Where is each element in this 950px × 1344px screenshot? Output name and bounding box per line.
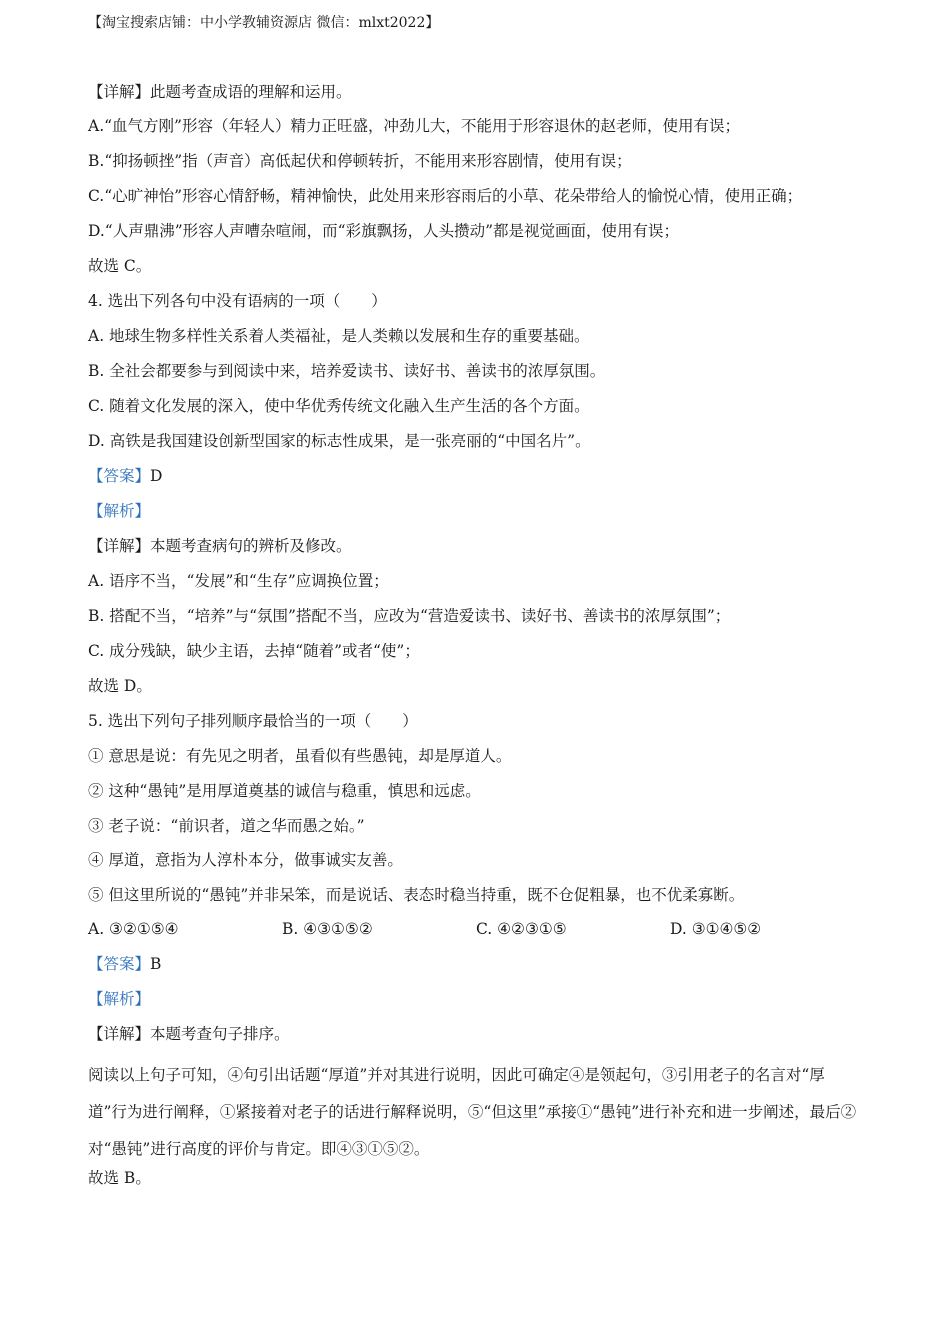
q5-sentence-1: ① 意思是说：有先见之明者，虽看似有些愚钝，却是厚道人。 bbox=[88, 747, 512, 765]
q3-detail-heading: 【详解】此题考查成语的理解和运用。 bbox=[88, 83, 352, 101]
q5-explanation: 阅读以上句子可知，④句引出话题“厚道”并对其进行说明，因此可确定④是领起句，③引用老子的名言对“厚道”行为进行阐释，①紧接着对老子的话进行解释说明，⑤“但这里”承接①“愚钝”进行补充和进一步阐述，最后②对“愚钝”进行高度的评价与肯定。即④③①⑤②。 bbox=[88, 1066, 857, 1158]
q5-option-a: A. ③②①⑤④ bbox=[88, 920, 179, 938]
q4-option-c: C. 随着文化发展的深入，使中华优秀传统文化融入生产生活的各个方面。 bbox=[88, 397, 590, 415]
q5-sentence-4: ④ 厚道，意指为人淳朴本分，做事诚实友善。 bbox=[88, 851, 403, 869]
answer-tag: 【答案】 bbox=[88, 467, 151, 485]
q4-answer-value: D bbox=[150, 467, 163, 485]
q3-explain-c: C.“心旷神怡”形容心情舒畅，精神愉快，此处用来形容雨后的小草、花朵带给人的愉悦心情，使用正确； bbox=[88, 187, 803, 205]
q4-stem: 4. 选出下列各句中没有语病的一项（ ） bbox=[88, 292, 387, 310]
q5-option-b: B. ④③①⑤② bbox=[282, 920, 373, 938]
q5-analysis-tag: 【解析】 bbox=[88, 990, 151, 1008]
q5-sentence-2: ② 这种“愚钝”是用厚道奠基的诚信与稳重，慎思和远虑。 bbox=[88, 782, 481, 800]
q3-explain-a: A.“血气方刚”形容（年轻人）精力正旺盛，冲劲儿大，不能用于形容退休的赵老师，使用有误； bbox=[88, 117, 740, 135]
q4-explain-c: C. 成分残缺，缺少主语，去掉“随着”或者“使”； bbox=[88, 642, 420, 660]
q4-conclusion: 故选 D。 bbox=[88, 677, 152, 695]
q5-answer-value: B bbox=[150, 955, 162, 973]
q4-answer bbox=[88, 465, 162, 487]
q3-explain-b: B.“抑扬顿挫”指（声音）高低起伏和停顿转折，不能用来形容剧情，使用有误； bbox=[88, 152, 632, 170]
q3-conclusion: 故选 C。 bbox=[88, 257, 152, 275]
q4-option-d: D. 高铁是我国建设创新型国家的标志性成果，是一张亮丽的“中国名片”。 bbox=[88, 432, 591, 450]
q5-detail-heading: 【详解】本题考查句子排序。 bbox=[88, 1025, 290, 1043]
q4-explain-a: A. 语序不当，“发展”和“生存”应调换位置； bbox=[88, 572, 389, 590]
q5-options bbox=[88, 918, 863, 940]
q5-sentence-3: ③ 老子说：“前识者，道之华而愚之始。” bbox=[88, 817, 365, 835]
q5-option-d: D. ③①④⑤② bbox=[670, 920, 762, 938]
q5-stem: 5. 选出下列句子排列顺序最恰当的一项（ ） bbox=[88, 712, 418, 730]
q4-analysis-tag: 【解析】 bbox=[88, 502, 151, 520]
q4-explain-b: B. 搭配不当，“培养”与“氛围”搭配不当，应改为“营造爱读书、读好书、善读书的浓厚氛围”； bbox=[88, 607, 731, 625]
page-header-watermark: 【淘宝搜索店铺：中小学教辅资源店 微信：mlxt2022】 bbox=[88, 15, 440, 31]
answer-tag: 【答案】 bbox=[88, 955, 151, 973]
q4-option-b: B. 全社会都要参与到阅读中来，培养爱读书、读好书、善读书的浓厚氛围。 bbox=[88, 362, 606, 380]
q4-detail-heading: 【详解】本题考查病句的辨析及修改。 bbox=[88, 537, 352, 555]
q3-explain-d: D.“人声鼎沸”形容人声嘈杂喧闹，而“彩旗飘扬，人头攒动”都是视觉画面，使用有误； bbox=[88, 222, 680, 240]
q5-sentence-5: ⑤ 但这里所说的“愚钝”并非呆笨，而是说话、表态时稳当持重，既不仓促粗暴，也不优柔寡断。 bbox=[88, 886, 745, 904]
q4-option-a: A. 地球生物多样性关系着人类福祉，是人类赖以发展和生存的重要基础。 bbox=[88, 327, 590, 345]
q5-option-c: C. ④②③①⑤ bbox=[476, 920, 567, 938]
q5-conclusion: 故选 B。 bbox=[88, 1169, 151, 1187]
q5-answer bbox=[88, 953, 161, 975]
